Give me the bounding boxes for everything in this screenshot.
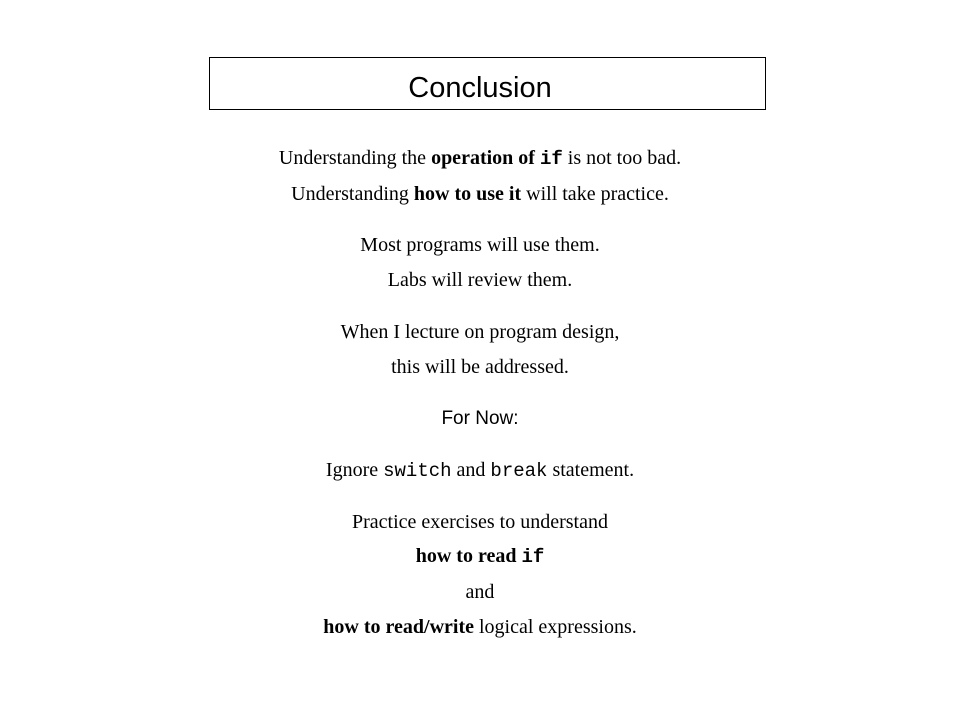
line-ignore-switch-break <box>0 457 960 484</box>
line-program-design: When I lecture on program design, <box>340 321 620 343</box>
code-keyword: break <box>490 460 548 482</box>
text: Understanding the <box>278 147 432 169</box>
code-keyword: if <box>539 148 563 170</box>
line-how-to-use <box>0 181 960 207</box>
text: logical expressions. <box>473 616 637 638</box>
code-keyword: switch <box>383 460 452 482</box>
line-labs-review: Labs will review them. <box>387 269 573 291</box>
text: and <box>451 459 491 481</box>
for-now-heading: For Now: <box>441 408 519 429</box>
text: statement. <box>547 459 635 481</box>
line-read-write-logical <box>0 614 960 640</box>
code-keyword: if <box>521 546 545 568</box>
text: will take practice. <box>521 183 669 205</box>
bold-text: how to use it <box>413 183 522 205</box>
text: Ignore <box>325 459 384 481</box>
line-operation-of-if <box>0 145 960 172</box>
line-addressed: this will be addressed. <box>391 356 569 378</box>
bold-text: how to read <box>415 545 522 567</box>
line-how-to-read-if <box>0 543 960 570</box>
line-and: and <box>465 581 495 603</box>
bold-text: operation of <box>431 147 540 169</box>
text: Understanding <box>291 183 414 205</box>
line-most-programs: Most programs will use them. <box>360 234 600 256</box>
text: is not too bad. <box>562 147 682 169</box>
line-practice-exercises: Practice exercises to understand <box>351 511 608 533</box>
bold-text: how to read/write <box>323 616 474 638</box>
slide-title: Conclusion <box>408 72 552 104</box>
